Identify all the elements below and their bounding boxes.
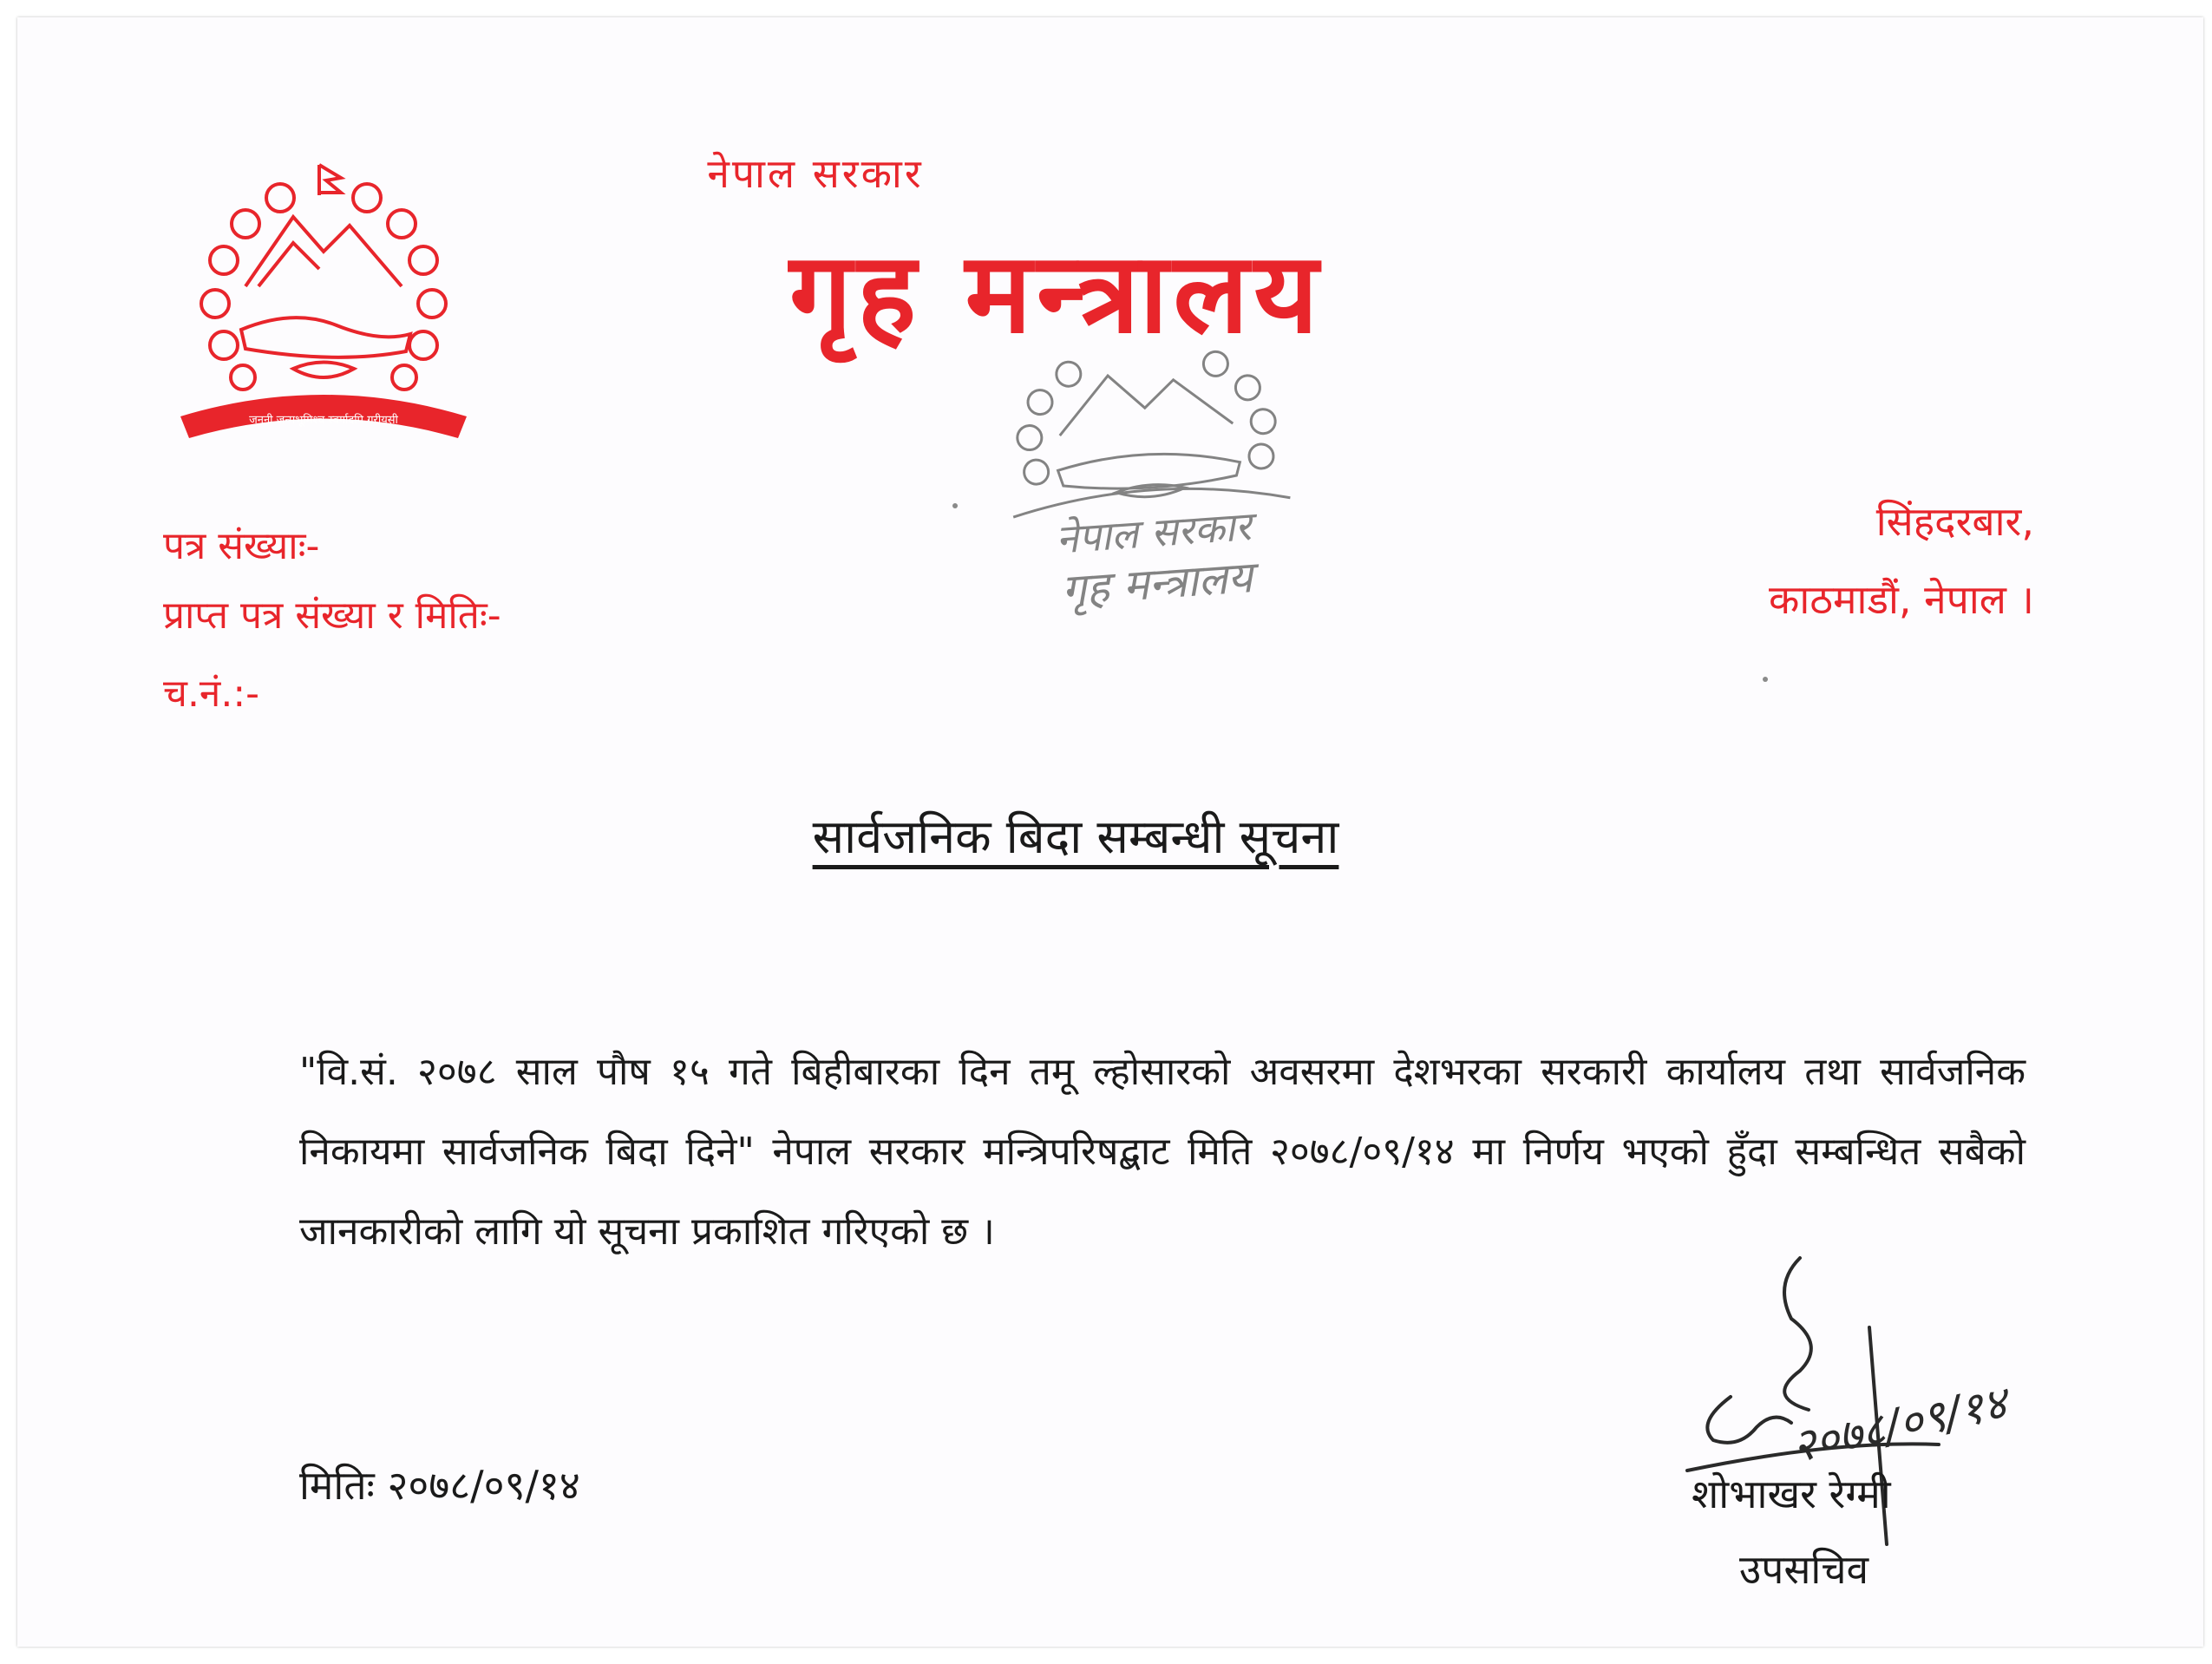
received-letter-label: प्राप्त पत्र संख्या र मितिः- [163, 593, 501, 638]
dispatch-number-label: च.नं.:- [163, 671, 260, 716]
ministry-stamp-seal [966, 313, 1333, 632]
notice-date: मितिः २०७८/०९/१४ [299, 1462, 580, 1509]
address-line-2: काठमाडौं, नेपाल । [1769, 576, 2034, 623]
emblem-motto: जननी जन्मभूमिश्च स्वर्गादपि गरीयसी [249, 414, 398, 427]
notice-title: सार्वजनिक बिदा सम्बन्धी सूचना [812, 809, 1339, 864]
stamp-line-1: नेपाल सरकार [1054, 502, 1253, 563]
government-label: नेपाल सरकार [707, 150, 924, 197]
letter-number-label: पत्र संख्याः- [163, 524, 320, 568]
signature-date: २०७८/०९/१४ [1787, 1377, 2012, 1474]
nepal-emblem-logo [163, 156, 484, 468]
signer-name: शोभाखर रेग्मी [1692, 1471, 1891, 1517]
address-line-1: सिंहदरबार, [1875, 498, 2034, 545]
ministry-name: गृह मन्त्रालय [789, 229, 1324, 358]
paper-speck [1763, 677, 1768, 682]
paper-speck [952, 503, 958, 508]
stamp-line-2: गृह मन्त्रालय [1060, 552, 1254, 616]
letter-page [17, 17, 2203, 1647]
notice-body: "वि.सं. २०७८ साल पौष १५ गते बिहीबारका दिन तमू ल्होसारको अवसरमा देशभरका सरकारी कार्यालय तथा सार्वजनिक निकायमा सार्वजनिक बिदा दिने" नेपाल सरकार मन्त्रिपरिषद्बाट मिति २०७८/०९/१४ मा निर्णय भएको हुँदा सम्बन्धित सबैको जानकारीको लागि यो सूचना प्रकाशित गरिएको छ । [299, 1050, 2025, 1254]
signer-designation: उपसचिव [1739, 1546, 1869, 1593]
